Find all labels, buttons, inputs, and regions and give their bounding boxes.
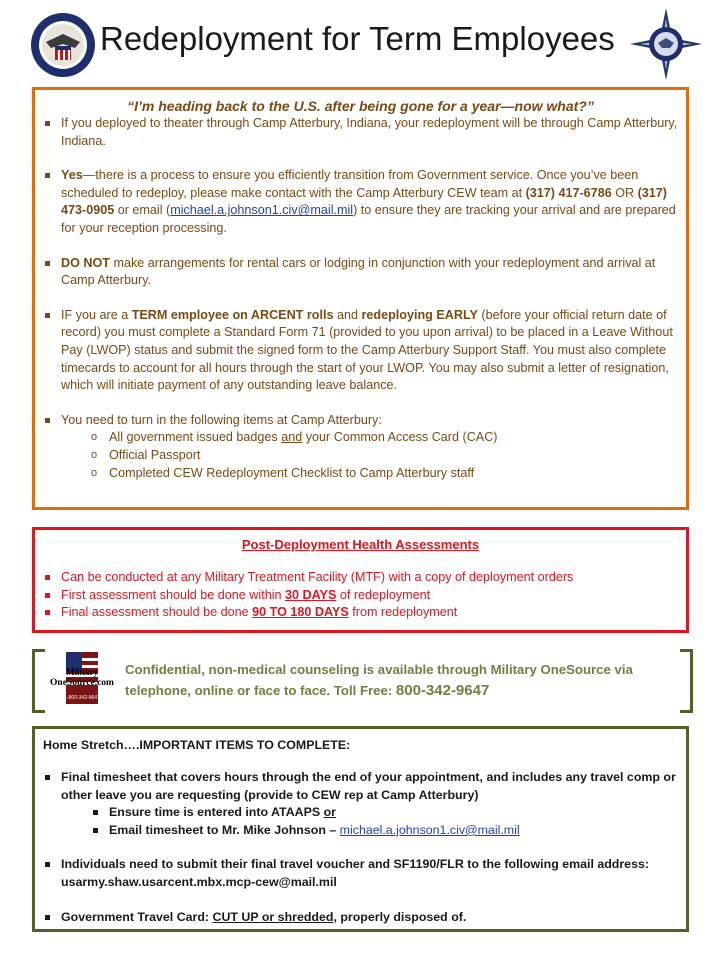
svg-text:1-800-342-9647: 1-800-342-9647 <box>64 695 100 701</box>
health-list <box>35 569 686 622</box>
list-item: If you deployed to theater through Camp Atterbury, Indiana, your redeployment will be through Camp Atterbury, Indiana. <box>35 115 686 150</box>
header <box>0 0 720 86</box>
svg-text:OneSource.com: OneSource.com <box>50 678 114 688</box>
list-item: First assessment should be done within 30 DAYS of redeployment <box>35 587 686 605</box>
redeployment-info-box <box>32 87 689 510</box>
section-title: Post-Deployment Health Assessments <box>241 537 480 552</box>
civilian-personnel-seal-icon <box>30 12 96 78</box>
important-items-box <box>32 726 689 932</box>
compass-star-seal-icon <box>630 8 702 80</box>
bullet-square-icon <box>45 418 50 423</box>
sub-list-item: o All government issued badges and your Common Access Card (CAC) <box>91 430 498 445</box>
bracket-left <box>32 649 45 713</box>
list-item: Final timesheet that covers hours through the end of your appointment, and includes any travel comp or other leave you are requesting (provide to CEW rep at Camp Atterbury) <box>35 769 686 804</box>
important-list <box>35 769 686 804</box>
list-item: Government Travel Card: CUT UP or shredded, properly disposed of. <box>35 909 686 927</box>
bullet-square-icon <box>45 313 50 318</box>
heading-quote: “I’m heading back to the U.S. after being gone for a year—now what?” <box>127 98 594 114</box>
list-item: DO NOT make arrangements for rental cars or lodging in conjunction with your redeployment and arrival at Camp Atterbury. <box>35 255 686 290</box>
bullet-square-icon <box>45 121 50 126</box>
bullet-square-icon <box>45 575 50 580</box>
list-item: Can be conducted at any Military Treatment Facility (MTF) with a copy of deployment orders <box>35 569 686 587</box>
toll-free-number: 800-342-9647 <box>395 682 490 699</box>
sub-list-item: o Completed CEW Redeployment Checklist to Camp Atterbury staff <box>91 465 475 480</box>
military-onesource-banner <box>32 649 692 709</box>
sub-list-item: Ensure time is entered into ATAAPS or <box>35 804 686 822</box>
email-link[interactable]: michael.a.johnson1.civ@mail.mil <box>339 822 520 837</box>
list-item: Individuals need to submit their final travel voucher and SF1190/FLR to the following email address: usarmy.shaw.usarcent.mbx.mcp-cew@mail.mil <box>35 856 686 891</box>
redeployment-list <box>35 115 686 429</box>
bullet-square-icon <box>45 261 50 266</box>
list-item: IF you are a TERM employee on ARCENT rolls and redeploying EARLY (before your official return date of record) you must complete a Standard Form 71 (provided to you upon arrival) to be placed in a Leave Without Pay (LWOP) status and submit the signed form to the Camp Atterbury Support Staff. You must also complete timecards to account for all hours through the start of your LWOP. You may also submit a letter of resignation, which will initiate payment of any outstanding leave balance. <box>35 307 686 395</box>
health-assessment-box <box>32 527 689 633</box>
page-title: Redeployment for Term Employees <box>100 20 615 57</box>
bullet-square-icon <box>45 593 50 598</box>
bullet-square-icon <box>93 828 98 833</box>
timesheet-sublist <box>35 804 686 839</box>
list-item: Yes—there is a process to ensure you efficiently transition from Government service. Once you’ve been scheduled to redeploy, please make contact with the Camp Atterbury CEW team at (317) 417-6786 OR (317) 473-0905 or email (michael.a.johnson1.civ@mail.mil) to ensure they are tracking your arrival and are prepared for your reception processing. <box>35 167 686 237</box>
turn-in-sublist <box>35 429 686 482</box>
bullet-square-icon <box>93 810 98 815</box>
onesource-message: Confidential, non-medical counseling is available through Military OneSource via telephone, online or face to face. Toll Free: 800-342-9647 <box>125 662 633 699</box>
svg-text:Military: Military <box>66 667 98 677</box>
sub-list-item: o Official Passport <box>91 447 201 462</box>
important-list-2 <box>35 856 686 926</box>
bullet-square-icon <box>45 173 50 178</box>
email-link[interactable]: michael.a.johnson1.civ@mail.mil <box>170 203 354 218</box>
bullet-square-icon <box>45 610 50 615</box>
list-item: You need to turn in the following items at Camp Atterbury: <box>35 412 686 430</box>
bullet-square-icon <box>45 862 50 867</box>
sub-list-item: Email timesheet to Mr. Mike Johnson – michael.a.johnson1.civ@mail.mil <box>35 822 686 840</box>
military-onesource-logo <box>46 650 118 706</box>
bracket-right <box>680 649 693 713</box>
bullet-square-icon <box>45 915 50 920</box>
list-item: Final assessment should be done 90 TO 180 DAYS from redeployment <box>35 604 686 622</box>
bullet-square-icon <box>45 775 50 780</box>
section-title: Home Stretch….IMPORTANT ITEMS TO COMPLETE: <box>43 738 351 752</box>
